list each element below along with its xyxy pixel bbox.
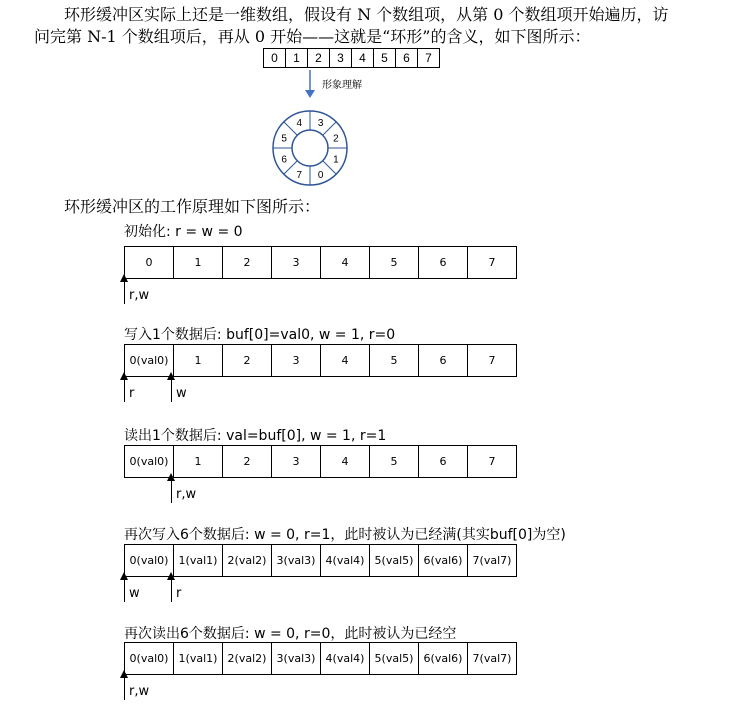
linear-array-cell: 4	[351, 48, 374, 68]
buffer-cell: 0(val0)	[124, 344, 174, 377]
buffer-cell: 2(val2)	[222, 642, 272, 675]
buffer-cell: 0(val0)	[124, 544, 174, 577]
ring-segment-label: 4	[296, 118, 303, 130]
buffer-cell: 3	[271, 246, 321, 279]
ring-segment-label: 5	[281, 133, 287, 145]
buffer-array	[124, 544, 517, 577]
ring-segment-label: 0	[317, 169, 324, 181]
ring-segment-label: 7	[296, 169, 303, 181]
linear-array-cell: 3	[329, 48, 352, 68]
section-intro: 环形缓冲区的工作原理如下图所示：	[64, 197, 321, 216]
buffer-cell: 7(val7)	[467, 642, 517, 675]
buffer-cell: 5	[369, 445, 419, 478]
buffer-array	[124, 246, 517, 279]
linear-array-cell: 6	[395, 48, 418, 68]
arrow-label: 形象理解	[322, 80, 362, 91]
buffer-cell: 6	[418, 445, 468, 478]
buffer-cell: 1	[173, 445, 223, 478]
buffer-cell: 2(val2)	[222, 544, 272, 577]
ring-diagram	[262, 108, 358, 188]
linear-array-cell: 0	[263, 48, 286, 68]
buffer-cell: 7(val7)	[467, 544, 517, 577]
buffer-cell: 3	[271, 445, 321, 478]
linear-array-cell: 2	[307, 48, 330, 68]
buffer-cell: 4(val4)	[320, 544, 370, 577]
buffer-array	[124, 445, 517, 478]
buffer-cell: 4(val4)	[320, 642, 370, 675]
buffer-cell: 5	[369, 344, 419, 377]
ring-segment-label: 3	[317, 118, 324, 130]
state-title: 写入1个数据后: buf[0]=val0, w = 1, r=0	[124, 327, 396, 343]
arrow-up-icon	[167, 473, 175, 481]
state-title: 再次读出6个数据后: w = 0, r=0，此时被认为已经空	[124, 626, 457, 642]
buffer-cell: 7	[467, 344, 517, 377]
buffer-cell: 6(val6)	[418, 544, 468, 577]
arrow-up-icon	[120, 572, 128, 580]
buffer-cell: 3(val3)	[271, 544, 321, 577]
pointer-label: r,w	[129, 288, 150, 303]
ring-segment-label: 6	[281, 154, 287, 166]
buffer-array	[124, 642, 517, 675]
pointer-label: r,w	[129, 684, 150, 699]
arrow-up-icon	[120, 670, 128, 678]
buffer-cell: 1(val1)	[173, 642, 223, 675]
buffer-cell: 0(val0)	[124, 445, 174, 478]
buffer-cell: 1	[173, 344, 223, 377]
pointer-label: w	[176, 386, 187, 401]
ring-segment-label: 1	[333, 154, 339, 166]
buffer-cell: 2	[222, 445, 272, 478]
buffer-cell: 4	[320, 445, 370, 478]
buffer-cell: 6	[418, 246, 468, 279]
pointer-label: w	[129, 586, 140, 601]
state-title: 初始化: r = w = 0	[124, 224, 243, 240]
linear-array-cell: 5	[373, 48, 396, 68]
buffer-cell: 0	[124, 246, 174, 279]
intro-line-2: 问完第 N-1 个数组项后，再从 0 开始——这就是“环形”的含义，如下图所示：	[34, 27, 591, 46]
arrow-up-icon	[167, 372, 175, 380]
buffer-cell: 6(val6)	[418, 642, 468, 675]
buffer-cell: 7	[467, 246, 517, 279]
buffer-cell: 6	[418, 344, 468, 377]
buffer-cell: 0(val0)	[124, 642, 174, 675]
linear-array	[263, 48, 440, 68]
arrow-up-icon	[120, 372, 128, 380]
ring-segment-label: 2	[333, 133, 339, 145]
buffer-array	[124, 344, 517, 377]
arrow-up-icon	[167, 572, 175, 580]
buffer-cell: 5	[369, 246, 419, 279]
buffer-cell: 4	[320, 344, 370, 377]
linear-array-cell: 7	[417, 48, 440, 68]
buffer-cell: 1	[173, 246, 223, 279]
pointer-label: r	[176, 586, 182, 601]
pointer-label: r	[129, 386, 135, 401]
arrow-up-icon	[120, 274, 128, 282]
buffer-cell: 5(val5)	[369, 642, 419, 675]
state-title: 读出1个数据后: val=buf[0], w = 1, r=1	[124, 428, 387, 444]
buffer-cell: 2	[222, 246, 272, 279]
buffer-cell: 2	[222, 344, 272, 377]
buffer-cell: 3(val3)	[271, 642, 321, 675]
down-arrow-icon	[303, 70, 317, 100]
state-title: 再次写入6个数据后: w = 0, r=1，此时被认为已经满(其实buf[0]为空)	[124, 527, 566, 543]
buffer-cell: 4	[320, 246, 370, 279]
buffer-cell: 3	[271, 344, 321, 377]
intro-line-1: 环形缓冲区实际上还是一维数组，假设有 N 个数组项，从第 0 个数组项开始遍历，访	[64, 5, 669, 24]
buffer-cell: 5(val5)	[369, 544, 419, 577]
linear-array-cell: 1	[285, 48, 308, 68]
buffer-cell: 1(val1)	[173, 544, 223, 577]
pointer-label: r,w	[176, 487, 197, 502]
ring-inner-circle	[292, 130, 328, 166]
buffer-cell: 7	[467, 445, 517, 478]
